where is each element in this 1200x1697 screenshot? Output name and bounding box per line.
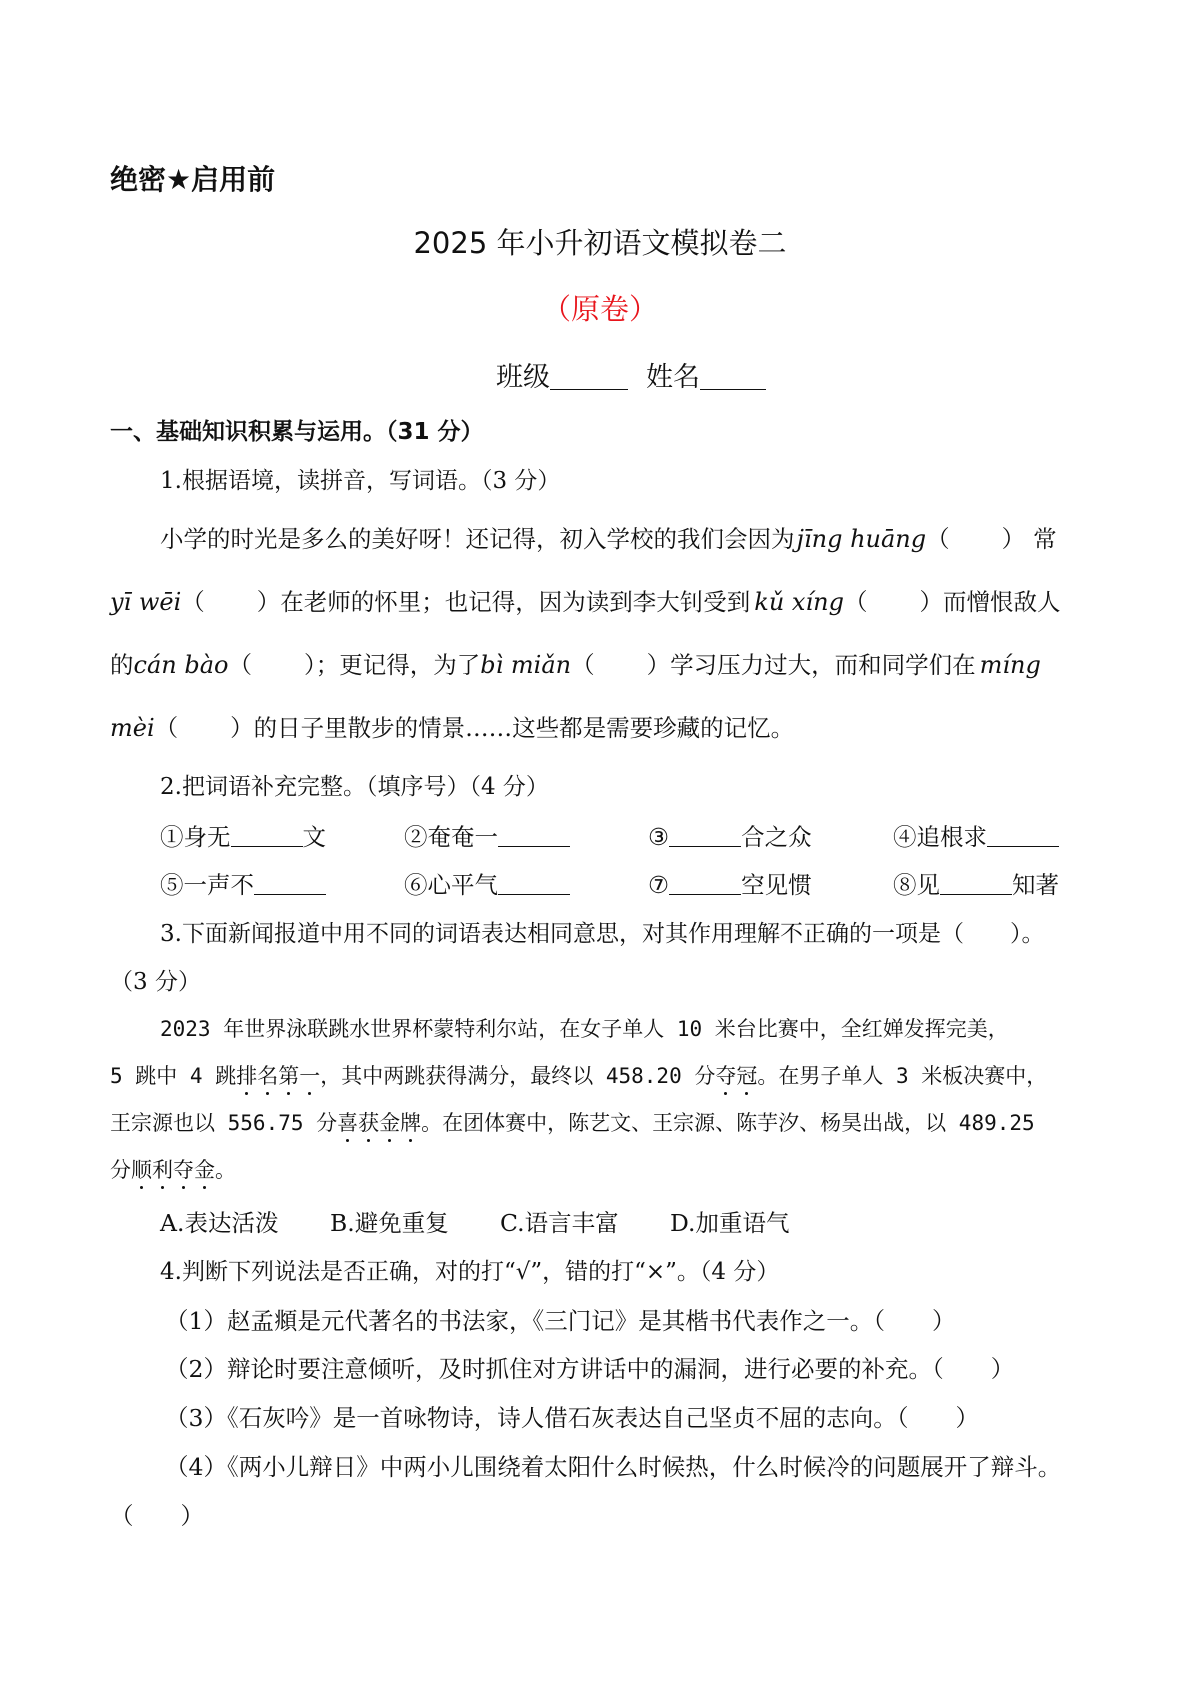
q2-item-2	[404, 818, 570, 852]
q2-item-6	[404, 866, 570, 900]
q1-text: 在老师的怀里；也记得，因为读到李大钊受到	[280, 588, 751, 616]
news-text: 5 跳中 4 跳	[110, 1064, 237, 1088]
dotted-char: 第	[278, 1064, 300, 1088]
paren-open: （	[154, 714, 179, 742]
q1-line-2	[110, 583, 1060, 617]
dotted-char: 冠	[736, 1064, 758, 1088]
q2-blank[interactable]	[254, 874, 326, 895]
q4-stem: 4.判断下列说法是否正确，对的打“√”，错的打“×”。（4 分）	[160, 1259, 780, 1285]
paren-open: （	[228, 651, 252, 679]
q1-text: 的	[110, 651, 134, 679]
pinyin-jinghuang: jīng huāng	[796, 525, 927, 553]
paren-close: ）	[919, 588, 943, 616]
class-label: 班级	[496, 362, 550, 393]
news-text: ，其中两跳获得满分，最终以 458.20 分	[320, 1064, 716, 1088]
q1-text: 小学的时光是多么的美好呀！还记得，初入学校的我们会因为	[160, 525, 795, 553]
news-text: 。在团体赛中，陈艺文、王宗源、陈芋汐、杨昊出战，以 489.25	[421, 1111, 1035, 1135]
q4-item-3: （3）《石灰吟》是一首咏物诗，诗人借石灰表达自己坚贞不屈的志向。（ ）	[165, 1404, 979, 1432]
q2-item-text: ③	[648, 823, 670, 851]
news-line-4	[110, 1154, 236, 1184]
page-subtitle: （原卷）	[541, 292, 658, 326]
q3-option-d[interactable]: D.加重语气	[670, 1209, 790, 1237]
q4-item-1: （1）赵孟頫是元代著名的书法家，《三门记》是其楷书代表作之一。（ ）	[165, 1307, 956, 1335]
q1-text: 常	[1033, 525, 1057, 553]
q1-line-1	[160, 520, 1057, 554]
q3-stem: 3.下面新闻报道中用不同的词语表达相同意思，对其作用理解不正确的一项是（ ）。	[160, 921, 1045, 947]
pinyin-yiwei: yī wēi	[110, 588, 182, 616]
q2-item-text: ①身无	[160, 823, 231, 851]
q2-item-3	[648, 818, 812, 852]
paren-open: （	[843, 588, 868, 616]
news-text: 分	[110, 1158, 131, 1182]
q2-blank[interactable]	[498, 826, 570, 847]
q3-option-b[interactable]: B.避免重复	[330, 1209, 449, 1237]
q1-text: 而憎恨敌人	[942, 588, 1061, 616]
q2-blank[interactable]	[940, 874, 1012, 895]
q2-item-text: ②奄奄一	[404, 823, 498, 851]
q3-option-a[interactable]: A.表达活泼	[160, 1209, 279, 1237]
q2-item-5	[160, 866, 326, 900]
paren-close: ）	[303, 651, 316, 679]
news-text: 。	[215, 1158, 236, 1182]
q4-item-4-paren[interactable]: （ ）	[110, 1502, 204, 1530]
news-text: 。在男子单人 3 米板决赛中，	[757, 1064, 1048, 1088]
q2-item-text: 空见惯	[741, 871, 812, 899]
q3-option-c[interactable]: C.语言丰富	[500, 1209, 619, 1237]
q2-item-7	[648, 866, 812, 900]
dotted-char: 夺	[173, 1158, 194, 1182]
dotted-char: 获	[358, 1111, 380, 1135]
q1-line-3	[110, 646, 1041, 680]
news-line-2	[110, 1060, 1047, 1090]
q2-item-text: ⑥心平气	[404, 871, 498, 899]
pinyin-mei: mèi	[110, 714, 155, 742]
q2-stem: 2.把词语补充完整。（填序号）（4 分）	[160, 774, 549, 800]
pinyin-kuxing: kǔ xíng	[754, 588, 844, 616]
dotted-char: 喜	[337, 1111, 359, 1135]
class-blank[interactable]	[550, 363, 628, 390]
q1-text: 学习压力过大，而和同学们在	[670, 651, 976, 679]
news-line-3	[110, 1107, 1035, 1137]
q2-item-4	[893, 818, 1059, 852]
pinyin-ming: míng	[979, 651, 1041, 679]
confidential-label: 绝密★启用前	[110, 163, 276, 196]
q2-item-text: ⑤一声不	[160, 871, 254, 899]
q1-text: 的日子里散步的情景……这些都是需要珍藏的记忆。	[253, 714, 795, 742]
dotted-char: 名	[257, 1064, 279, 1088]
pinyin-bimian: bì miǎn	[480, 651, 572, 679]
dotted-char: 夺	[715, 1064, 737, 1088]
paren-close: ）	[646, 651, 671, 679]
dotted-char: 一	[299, 1064, 321, 1088]
q1-text: ；更记得，为了	[315, 651, 481, 679]
paren-open: （	[571, 651, 595, 679]
q3-score: （3 分）	[110, 969, 201, 995]
dotted-char: 排	[236, 1064, 258, 1088]
q4-item-4: （4）《两小儿辩日》中两小儿围绕着太阳什么时候热，什么时候冷的问题展开了辩斗。	[165, 1453, 1062, 1481]
paren-open: （	[181, 588, 205, 616]
q2-item-text: ⑧见	[893, 871, 940, 899]
news-text: 王宗源也以 556.75 分	[110, 1111, 338, 1135]
q2-blank[interactable]	[669, 826, 741, 847]
q2-blank[interactable]	[231, 826, 303, 847]
name-blank[interactable]	[700, 363, 766, 390]
paren-close: ）	[230, 714, 254, 742]
section-heading: 一、基础知识积累与运用。（31 分）	[110, 419, 484, 445]
dotted-char: 金	[379, 1111, 401, 1135]
news-line-1: 2023 年世界泳联跳水世界杯蒙特利尔站，在女子单人 10 米台比赛中，全红婵发挥完美，	[160, 1017, 1009, 1041]
q2-item-1	[160, 818, 326, 852]
dotted-phrase-paimingdiyi	[236, 1064, 320, 1088]
q2-item-text: 文	[302, 823, 326, 851]
student-info-line	[496, 355, 766, 394]
dotted-char: 顺	[131, 1158, 152, 1182]
q2-blank[interactable]	[498, 874, 570, 895]
dotted-char: 牌	[400, 1111, 422, 1135]
q2-blank[interactable]	[987, 826, 1059, 847]
page-title: 2025 年小升初语文模拟卷二	[413, 226, 787, 260]
dotted-char: 金	[194, 1158, 215, 1182]
q1-line-4	[110, 709, 794, 743]
dotted-char: 利	[152, 1158, 173, 1182]
paren-open: （	[926, 525, 950, 553]
q1-stem: 1.根据语境，读拼音，写词语。（3 分）	[160, 468, 561, 494]
paren-close: ）	[1001, 525, 1026, 553]
q2-item-8	[893, 866, 1059, 900]
q2-item-text: ④追根求	[893, 823, 987, 851]
q2-blank[interactable]	[669, 874, 741, 895]
q2-item-text: ⑦	[648, 871, 670, 899]
q4-item-2: （2）辩论时要注意倾听，及时抓住对方讲话中的漏洞，进行必要的补充。（ ）	[165, 1355, 1015, 1383]
q2-item-text: 知著	[1012, 871, 1059, 899]
paren-close: ）	[256, 588, 281, 616]
name-label: 姓名	[646, 362, 700, 393]
q2-item-text: 合之众	[741, 823, 812, 851]
pinyin-canbao: cán bào	[133, 651, 229, 679]
